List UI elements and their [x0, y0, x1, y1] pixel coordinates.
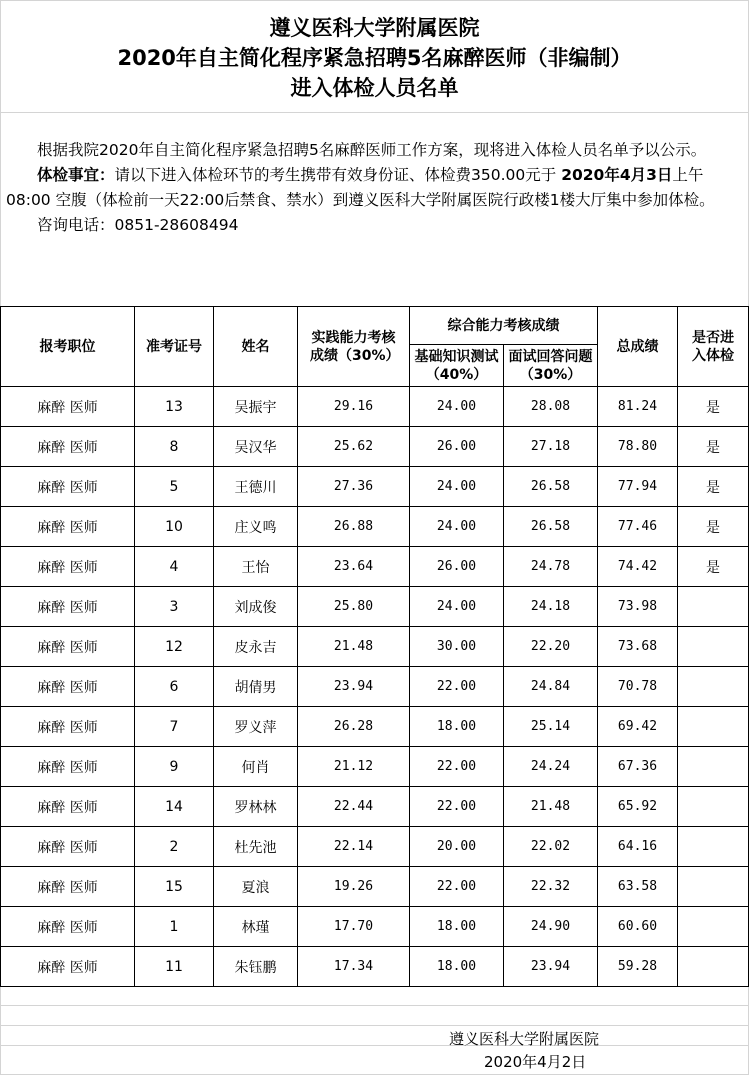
cell-total-score: 73.68: [598, 627, 678, 667]
cell-practice-score: 17.70: [298, 907, 410, 947]
gridline: [0, 0, 749, 1]
cell-position: 麻醉 医师: [1, 547, 135, 587]
cell-position: 麻醉 医师: [1, 507, 135, 547]
table-row: [1, 427, 749, 467]
cell-exam-no: 4: [135, 547, 214, 587]
table-row: [1, 387, 749, 427]
cell-total-score: 59.28: [598, 947, 678, 987]
cell-physical-exam: 是: [678, 507, 749, 547]
cell-practice-score: 19.26: [298, 867, 410, 907]
table-row: [1, 467, 749, 507]
cell-name: 皮永吉: [214, 627, 298, 667]
exam-date: 2020年4月3日: [561, 166, 673, 184]
cell-name: 罗义萍: [214, 707, 298, 747]
cell-practice-score: 21.12: [298, 747, 410, 787]
cell-basic-score: 24.00: [410, 387, 504, 427]
cell-interview-score: 21.48: [504, 787, 598, 827]
table-row: [1, 907, 749, 947]
cell-physical-exam: [678, 867, 749, 907]
cell-total-score: 65.92: [598, 787, 678, 827]
cell-physical-exam: [678, 627, 749, 667]
intro-paragraph-2: [6, 163, 744, 213]
cell-name: 刘成俊: [214, 587, 298, 627]
cell-interview-score: 24.84: [504, 667, 598, 707]
cell-basic-score: 18.00: [410, 907, 504, 947]
header-practice-score: 实践能力考核成绩（30%）: [298, 307, 410, 387]
gridline: [0, 1045, 749, 1046]
cell-exam-no: 13: [135, 387, 214, 427]
cell-interview-score: 22.20: [504, 627, 598, 667]
cell-practice-score: 26.28: [298, 707, 410, 747]
table-row: [1, 867, 749, 907]
cell-interview-score: 25.14: [504, 707, 598, 747]
cell-basic-score: 24.00: [410, 507, 504, 547]
header-physical-exam: 是否进入体检: [678, 307, 749, 387]
table-row: [1, 947, 749, 987]
table-row: [1, 547, 749, 587]
table-row: [1, 507, 749, 547]
cell-basic-score: 22.00: [410, 667, 504, 707]
cell-practice-score: 22.14: [298, 827, 410, 867]
cell-interview-score: 24.78: [504, 547, 598, 587]
table-header-row: [1, 307, 749, 345]
cell-practice-score: 22.44: [298, 787, 410, 827]
cell-exam-no: 9: [135, 747, 214, 787]
cell-exam-no: 8: [135, 427, 214, 467]
header-name: 姓名: [214, 307, 298, 387]
cell-position: 麻醉 医师: [1, 627, 135, 667]
table-row: [1, 827, 749, 867]
cell-total-score: 60.60: [598, 907, 678, 947]
header-position: 报考职位: [1, 307, 135, 387]
cell-total-score: 81.24: [598, 387, 678, 427]
cell-name: 胡倩男: [214, 667, 298, 707]
cell-interview-score: 26.58: [504, 507, 598, 547]
table-body: [1, 387, 749, 987]
cell-position: 麻醉 医师: [1, 827, 135, 867]
cell-total-score: 77.46: [598, 507, 678, 547]
header-comprehensive-score: 综合能力考核成绩: [410, 307, 598, 345]
cell-exam-no: 2: [135, 827, 214, 867]
cell-interview-score: 27.18: [504, 427, 598, 467]
cell-basic-score: 18.00: [410, 947, 504, 987]
cell-basic-score: 18.00: [410, 707, 504, 747]
table-row: [1, 787, 749, 827]
cell-name: 王德川: [214, 467, 298, 507]
cell-name: 杜先池: [214, 827, 298, 867]
gridline: [0, 1025, 749, 1026]
cell-practice-score: 23.64: [298, 547, 410, 587]
table-row: [1, 707, 749, 747]
cell-practice-score: 27.36: [298, 467, 410, 507]
cell-name: 何肖: [214, 747, 298, 787]
cell-position: 麻醉 医师: [1, 787, 135, 827]
cell-basic-score: 26.00: [410, 427, 504, 467]
cell-practice-score: 29.16: [298, 387, 410, 427]
header-total-score: 总成绩: [598, 307, 678, 387]
cell-exam-no: 1: [135, 907, 214, 947]
table-row: [1, 747, 749, 787]
cell-position: 麻醉 医师: [1, 427, 135, 467]
cell-name: 吴汉华: [214, 427, 298, 467]
cell-total-score: 69.42: [598, 707, 678, 747]
cell-physical-exam: [678, 907, 749, 947]
cell-name: 林瑾: [214, 907, 298, 947]
cell-interview-score: 22.02: [504, 827, 598, 867]
exam-notice-text-b: 上午 08:00 空腹（体检前一天22:00后禁食、禁水）到遵义医科大学附属医院行政楼1楼大厅集中参加体检。: [6, 166, 715, 209]
cell-exam-no: 5: [135, 467, 214, 507]
footer-date: 2020年4月2日: [484, 1053, 587, 1071]
cell-physical-exam: [678, 707, 749, 747]
cell-basic-score: 24.00: [410, 467, 504, 507]
cell-total-score: 78.80: [598, 427, 678, 467]
cell-interview-score: 24.18: [504, 587, 598, 627]
candidate-table: [0, 306, 749, 987]
cell-physical-exam: 是: [678, 427, 749, 467]
cell-practice-score: 25.80: [298, 587, 410, 627]
cell-position: 麻醉 医师: [1, 947, 135, 987]
cell-physical-exam: [678, 747, 749, 787]
cell-basic-score: 22.00: [410, 747, 504, 787]
cell-practice-score: 17.34: [298, 947, 410, 987]
cell-name: 吴振宇: [214, 387, 298, 427]
cell-position: 麻醉 医师: [1, 387, 135, 427]
cell-position: 麻醉 医师: [1, 707, 135, 747]
cell-physical-exam: 是: [678, 387, 749, 427]
cell-physical-exam: [678, 667, 749, 707]
cell-total-score: 77.94: [598, 467, 678, 507]
cell-physical-exam: [678, 787, 749, 827]
cell-name: 朱钰鹏: [214, 947, 298, 987]
cell-exam-no: 11: [135, 947, 214, 987]
intro-paragraph-1: 根据我院2020年自主简化程序紧急招聘5名麻醉医师工作方案，现将进入体检人员名单予以公示。: [37, 141, 707, 159]
cell-basic-score: 30.00: [410, 627, 504, 667]
cell-total-score: 63.58: [598, 867, 678, 907]
cell-total-score: 74.42: [598, 547, 678, 587]
header-exam-no: 准考证号: [135, 307, 214, 387]
cell-basic-score: 26.00: [410, 547, 504, 587]
cell-physical-exam: [678, 947, 749, 987]
cell-physical-exam: 是: [678, 547, 749, 587]
cell-exam-no: 12: [135, 627, 214, 667]
cell-position: 麻醉 医师: [1, 587, 135, 627]
exam-notice-text-a: 请以下进入体检环节的考生携带有效身份证、体检费350.00元于: [114, 166, 562, 184]
cell-total-score: 73.98: [598, 587, 678, 627]
cell-position: 麻醉 医师: [1, 667, 135, 707]
table-row: [1, 627, 749, 667]
cell-basic-score: 24.00: [410, 587, 504, 627]
cell-practice-score: 21.48: [298, 627, 410, 667]
cell-basic-score: 22.00: [410, 787, 504, 827]
cell-exam-no: 15: [135, 867, 214, 907]
table-row: [1, 587, 749, 627]
table-row: [1, 667, 749, 707]
cell-total-score: 64.16: [598, 827, 678, 867]
cell-physical-exam: 是: [678, 467, 749, 507]
title-line-1: 遵义医科大学附属医院: [269, 16, 480, 40]
cell-total-score: 67.36: [598, 747, 678, 787]
cell-interview-score: 23.94: [504, 947, 598, 987]
cell-exam-no: 14: [135, 787, 214, 827]
header-basic-knowledge: 基础知识测试（40%）: [410, 345, 504, 387]
cell-practice-score: 26.88: [298, 507, 410, 547]
cell-basic-score: 22.00: [410, 867, 504, 907]
cell-position: 麻醉 医师: [1, 867, 135, 907]
title-line-3: 进入体检人员名单: [290, 76, 459, 100]
cell-position: 麻醉 医师: [1, 467, 135, 507]
cell-total-score: 70.78: [598, 667, 678, 707]
cell-exam-no: 6: [135, 667, 214, 707]
cell-physical-exam: [678, 827, 749, 867]
cell-name: 庄义鸣: [214, 507, 298, 547]
cell-name: 夏浪: [214, 867, 298, 907]
cell-exam-no: 10: [135, 507, 214, 547]
cell-exam-no: 3: [135, 587, 214, 627]
cell-position: 麻醉 医师: [1, 907, 135, 947]
cell-interview-score: 26.58: [504, 467, 598, 507]
cell-name: 罗林林: [214, 787, 298, 827]
cell-interview-score: 24.24: [504, 747, 598, 787]
cell-basic-score: 20.00: [410, 827, 504, 867]
exam-notice-label: 体检事宜：: [37, 166, 115, 184]
contact-phone: 咨询电话：0851-28608494: [37, 216, 239, 234]
cell-exam-no: 7: [135, 707, 214, 747]
footer-org: 遵义医科大学附属医院: [449, 1030, 600, 1048]
header-interview: 面试回答问题（30%）: [504, 345, 598, 387]
intro-notice: [6, 138, 744, 238]
gridline: [0, 1005, 749, 1006]
cell-position: 麻醉 医师: [1, 747, 135, 787]
gridline: [0, 112, 749, 113]
cell-name: 王怡: [214, 547, 298, 587]
cell-interview-score: 24.90: [504, 907, 598, 947]
cell-interview-score: 22.32: [504, 867, 598, 907]
cell-practice-score: 23.94: [298, 667, 410, 707]
title-line-2: 2020年自主简化程序紧急招聘5名麻醉医师（非编制）: [117, 46, 632, 70]
cell-interview-score: 28.08: [504, 387, 598, 427]
cell-physical-exam: [678, 587, 749, 627]
cell-practice-score: 25.62: [298, 427, 410, 467]
